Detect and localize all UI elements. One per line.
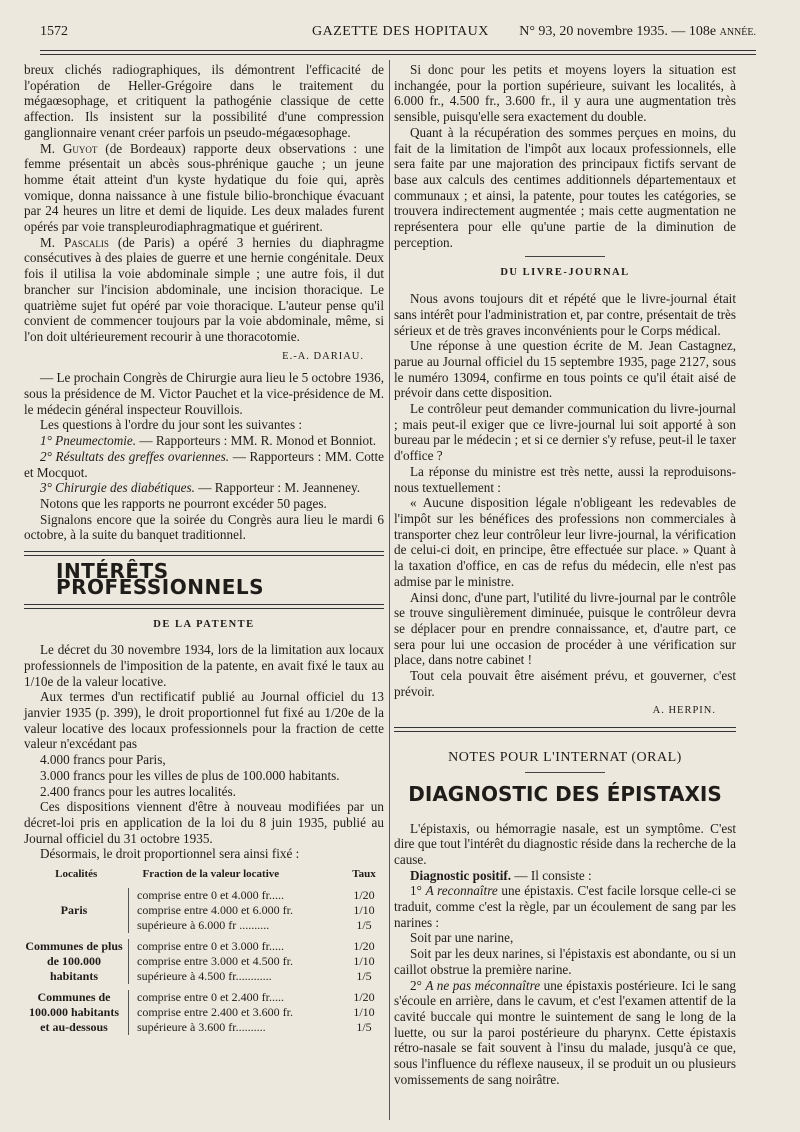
agenda-item	[24, 433, 384, 449]
paragraph: Le décret du 30 novembre 1934, lors de la limitation aux locaux professionnels de l'imposition de la patente, en avait fixé le taux au 1/10e de la valeur locative.	[24, 642, 384, 689]
taux-cell: 1/5	[356, 969, 372, 984]
locality-cell: Paris	[24, 888, 129, 933]
fraction-cell: supérieure à 4.500 fr............	[137, 969, 272, 984]
paragraph: La réponse du ministre est très nette, aussi la reproduisons-nous textuellement :	[394, 463, 736, 495]
patente-rate-table	[24, 866, 384, 1035]
left-column	[24, 62, 384, 1035]
emphasis: A ne pas méconnaître	[425, 977, 541, 993]
paragraph: Quant à la récupération des sommes perçues en moins, du fait de la limitation de l'impôt aux locaux professionnels, elle sera faite par une majoration des principaux fictifs servant de base aux calculs des centimes additionnels départementaux et communaux ; et ainsi, la patente, pour toutes les catégories, se trouvera indirectement augmentée ; mais cette augmentation ne représentera pour elle qu'une partie de la diminution de perception.	[394, 124, 736, 250]
page-number: 1572	[40, 24, 68, 39]
table-header-row	[24, 866, 384, 888]
paragraph: Tout cela pouvait être aisément prévu, et gouverner, c'est prévoir.	[394, 668, 736, 699]
paragraph-text: une épistaxis postérieure. Ici le sang s'écoule en arrière, dans le cavum, et c'est l'examen attentif de la cavité buccale qui montre le suintement de sang le long de la luette, ou sur la paroi postérieure du pharynx. Cette épistaxis rétro-nasale se fait souvent à l'insu du malade, jusqu'à ce que, sous l'influence du réflexe nauseux, il se produit un ou plusieurs vomissements de sang noirâtre.	[394, 977, 737, 1087]
paragraph	[394, 978, 736, 1088]
paragraph: Aux termes d'un rectificatif publié au Journal officiel du 13 janvier 1935 (p. 399), le droit proportionnel fut fixé au 1/20e de la valeur locative des locaux professionnels pour la fraction de cette valeur n'excédant pas	[24, 689, 384, 752]
fraction-cell: comprise entre 2.400 et 3.600 fr.	[137, 1005, 293, 1020]
paragraph: Soit par les deux narines, si l'épistaxis est abondante, ou si un caillot obstrue la première narine.	[394, 946, 736, 977]
fraction-cell: supérieure à 3.600 fr..........	[137, 1020, 266, 1035]
paragraph: L'épistaxis, ou hémorragie nasale, est un symptôme. C'est dire que tout l'intérêt du diagnostic réside dans la recherche de la cause.	[394, 820, 736, 867]
paragraph: breux clichés radiographiques, ils démontrent l'efficacité de l'opération de Heller-Grégoire dans le traitement du mégaœsophage, et critiquent la pathogénie classique de cette affection. Ils insistent sur la possibilité d'une compression ganglionnaire venant créer parfois un pseudo-mégaœsophage.	[24, 62, 384, 140]
article-title: DIAGNOSTIC DES ÉPISTAXIS	[408, 781, 722, 806]
signature: A. HERPIN.	[652, 705, 716, 717]
section-rule	[24, 551, 384, 556]
paragraph-guyot	[24, 141, 384, 235]
fraction-cell: comprise entre 4.000 et 6.000 fr.	[137, 903, 293, 918]
column-separator	[389, 60, 390, 1120]
emphasis: A reconnaître	[425, 883, 498, 899]
agenda-title: 3° Chirurgie des diabétiques.	[40, 480, 195, 496]
paragraph: Nous avons toujours dit et répété que le livre-journal était sans intérêt pour l'administration et, par contre, présentait de très sérieux et de très graves inconvénients pour le Corps médical.	[394, 291, 736, 338]
table-row	[24, 990, 384, 1005]
author-name: M. Guyot	[40, 140, 98, 156]
item-number: 1°	[410, 883, 426, 899]
agenda-text: — Rapporteurs : MM. Cotte et Mocquot.	[24, 448, 384, 480]
page-header	[40, 24, 756, 46]
issue-info	[519, 24, 756, 40]
agenda-title: 2° Résultats des greffes ovariennes.	[40, 448, 230, 464]
paragraph: Ainsi donc, d'une part, l'utilité du livre-journal par le contrôle se trouve singulièrement diminuée, puisque le contrôleur devra se déplacer pour en prendre connaissance, et, d'autre part, ce sera pour lui une occasion de procéder à une vérification sur place, dans notre cabinet !	[394, 589, 736, 668]
taux-cell: 1/5	[356, 1020, 372, 1035]
paragraph: Le contrôleur peut demander communication du livre-journal ; mais peut-il exiger que ce livre-journal lui soit apporté à son bureau par le médecin ; et si ce dernier s'y refuse, peut-il le taxer d'office ?	[394, 401, 736, 464]
paragraph: Signalons encore que la soirée du Congrès aura lieu le mardi 6 octobre, à la suite du banquet traditionnel.	[24, 511, 384, 543]
journal-title: GAZETTE DES HOPITAUX	[312, 24, 489, 39]
taux-cell: 1/10	[353, 903, 375, 918]
subheading: DE LA PATENTE	[153, 618, 255, 630]
paragraph: Notons que les rapports ne pourront excéder 50 pages.	[40, 495, 327, 511]
subheading: DU LIVRE-JOURNAL	[500, 267, 630, 279]
section-title: INTÉRÊTS PROFESSIONNELS	[56, 559, 265, 599]
agenda-text: — Rapporteur : M. Jeanneney.	[194, 480, 361, 496]
taux-cell: 1/20	[353, 888, 375, 903]
agenda-item	[24, 480, 384, 496]
paragraph: Ces dispositions viennent d'être à nouveau modifiées par un décret-loi pris en application de la loi du 8 juin 1935, publié au Journal officiel du 31 octobre 1935.	[24, 799, 384, 846]
taux-cell: 1/5	[356, 918, 372, 933]
paragraph	[394, 883, 736, 930]
author-name: M. Pascalis	[40, 234, 109, 250]
agenda-text: — Rapporteurs : MM. R. Monod et Bonniot.	[136, 433, 377, 449]
paragraph: « Aucune disposition légale n'obligeant les redevables de l'impôt sur les bénéfices des professions non commerciales à transporter chez leur contrôleur leur livre-journal, la vérification de celui-ci doit, en principe, être effectuée sur place. » Quant à la taxation d'office, en cas de refus du médecin, elle n'est pas admise par le ministre.	[394, 495, 736, 589]
taux-cell: 1/10	[353, 1005, 375, 1020]
paragraph: Soit par une narine,	[410, 930, 514, 946]
paragraph-text: (de Bordeaux) rapporte deux observations : une femme présentait un abcès sous-phrénique gauche ; un jeune homme était atteint d'un kyste hydatique du foie qui, après vomique, donna naissance à une fistule bilio-bronchique évacuant par 24 heures un litre et demi de liquide. Les deux malades furent opérés par voie transpleurodiaphragmatique et guérirent.	[24, 140, 384, 235]
list-line: 4.000 francs pour Paris,	[40, 752, 166, 768]
issue-text: N° 93, 20 novembre 1935. — 108e	[519, 24, 717, 39]
header-taux: Taux	[352, 868, 376, 881]
header-fraction: Fraction de la valeur locative	[142, 868, 280, 881]
short-rule	[525, 256, 605, 257]
taux-cell: 1/20	[353, 939, 375, 954]
section-rule	[24, 604, 384, 609]
header-localites: Localités	[55, 868, 98, 881]
paragraph: — Le prochain Congrès de Chirurgie aura lieu le 5 octobre 1936, sous la présidence de M. Victor Pauchet et la vice-présidence de M. le médecin général inspecteur Rouvillois.	[24, 370, 384, 417]
paragraph	[394, 868, 736, 884]
fraction-cell: comprise entre 3.000 et 4.500 fr.	[137, 954, 293, 969]
taux-cell: 1/20	[353, 990, 375, 1005]
notes-title: NOTES POUR L'INTERNAT (ORAL)	[448, 750, 682, 766]
signature: E.-A. DARIAU.	[282, 350, 364, 362]
section-rule	[394, 727, 736, 732]
header-rule	[40, 50, 756, 55]
right-column	[394, 62, 736, 1087]
locality-cell: Communes de 100.000 habitants et au-dessous	[24, 990, 129, 1035]
list-line: 3.000 francs pour les villes de plus de 100.000 habitants.	[40, 767, 340, 783]
agenda-item	[24, 449, 384, 480]
fraction-cell: comprise entre 0 et 2.400 fr.....	[137, 990, 284, 1005]
annee-text: ANNÉE.	[719, 27, 756, 38]
paragraph: Les questions à l'ordre du jour sont les suivantes :	[40, 417, 303, 433]
paragraph: Une réponse à une question écrite de M. Jean Castagnez, parue au Journal officiel du 15 septembre 1935, page 2127, sous le numéro 13094, confirme en tous points ce qu'il était aisé de prévoir dans cette disposition.	[394, 338, 736, 401]
locality-cell: Communes de plus de 100.000 habitants	[24, 939, 129, 984]
paragraph-pascalis	[24, 235, 384, 345]
paragraph-text: une épistaxis. C'est facile lorsque celle-ci se traduit, comme c'est la règle, par un écoulement de sang par les narines :	[394, 883, 736, 930]
list-line: 2.400 francs pour les autres localités.	[40, 783, 236, 799]
table-row	[24, 939, 384, 954]
item-number: 2°	[410, 977, 426, 993]
fraction-cell: comprise entre 0 et 4.000 fr.....	[137, 888, 284, 903]
short-rule	[525, 772, 605, 773]
paragraph-heading: Diagnostic positif.	[410, 867, 512, 883]
agenda-title: 1° Pneumectomie.	[40, 433, 137, 449]
paragraph-text: (de Paris) a opéré 3 hernies du diaphragme consécutives à des plaies de guerre et une hernie congénitale. Deux fois il utilisa la voie abdominale simple ; une autre fois, il dut brancher sur l'incision abdominale, une incision thoracique. Le quatrième sujet fut opéré par voie thoracique. L'auteur pense qu'il convient de commencer toujours par la voie abdominale, même, si l'on doit ultérieurement recourir à une thoracotomie.	[24, 234, 384, 344]
paragraph: Désormais, le droit proportionnel sera ainsi fixé :	[40, 846, 300, 862]
fraction-cell: comprise entre 0 et 3.000 fr.....	[137, 939, 284, 954]
table-row	[24, 888, 384, 903]
paragraph: Si donc pour les petits et moyens loyers la situation est inchangée, pour la portion supérieure, suivant les localités, à 6.000 fr., 4.500 fr., 3.600 fr., il y aura une augmentation très sensible, puisqu'elle sera exactement du double.	[394, 62, 736, 125]
paragraph-text: — Il consiste :	[511, 867, 592, 883]
taux-cell: 1/10	[353, 954, 375, 969]
fraction-cell: supérieure à 6.000 fr ..........	[137, 918, 270, 933]
